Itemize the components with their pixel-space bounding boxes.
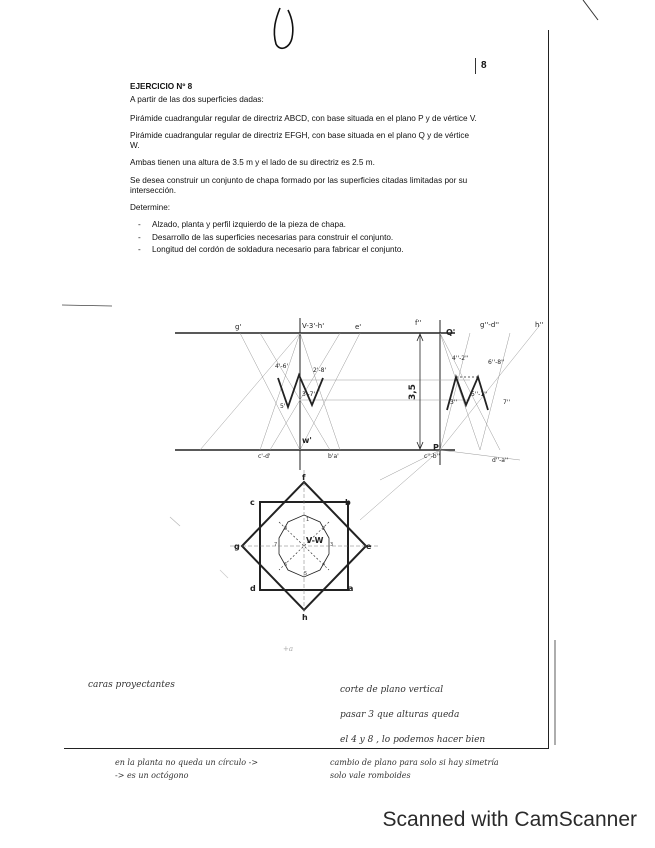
hand-note-right-1: corte de plano vertical <box>340 685 444 695</box>
plan-point-7: 7 <box>274 542 278 548</box>
hand-note-left: caras proyectantes <box>88 680 175 690</box>
hand-extra-mark: +a <box>283 645 294 653</box>
plan-point-5: 5 <box>304 571 308 577</box>
paragraph-pyramid-w: Pirámide cuadrangular regular de directriz EFGH, con base situada en el plano Q y de vértice W. <box>130 130 470 150</box>
paragraph-pyramid-v: Pirámide cuadrangular regular de directriz ABCD, con base situada en el plano P y de vértice V. <box>130 113 477 123</box>
label-left-b: 2'-8' <box>313 367 327 374</box>
paragraph-intro: A partir de las dos superficies dadas: <box>130 95 264 105</box>
plan-point-1: 1 <box>306 517 310 523</box>
hand-note-right-3: el 4 y 8 , lo podemos hacer bien <box>340 735 486 745</box>
plan-label-b: b <box>345 498 351 507</box>
label-e: e' <box>355 323 362 331</box>
paragraph-goal: Se desea construir un conjunto de chapa formado por las superficies citadas limitadas por su intersección. <box>130 175 468 195</box>
hand-note-bottom-left-1: en la planta no queda un círculo -> <box>115 758 259 767</box>
label-bottom-right: c''-b'' <box>424 453 440 460</box>
plan-label-vw: V-W <box>306 536 324 545</box>
exercise-title: EJERCICIO Nº 8 <box>130 82 193 91</box>
faint-scribble <box>220 570 228 578</box>
plan-point-4: 4 <box>322 562 326 568</box>
task-item: - Alzado, planta y perfil izquierdo de la pieza de chapa. <box>152 220 480 230</box>
label-h-profile: h'' <box>535 321 544 329</box>
task-item: - Longitud del cordón de soldadura necesario para fabricar el conjunto. <box>152 245 480 255</box>
label-right-b: 6''-8'' <box>488 359 505 366</box>
plan-label-d: d <box>250 584 256 593</box>
plan-label-g: g <box>234 542 240 551</box>
plan-label-f: f <box>302 473 306 482</box>
label-bottom-mid: b'a' <box>328 453 339 460</box>
camscanner-watermark: Scanned with CamScanner <box>382 808 637 831</box>
label-right-e: 7'' <box>503 399 511 406</box>
paragraph-determine: Determine: <box>130 203 171 212</box>
label-right-c: 3'' <box>450 399 458 406</box>
hand-note-bottom-left-2: -> es un octógono <box>115 771 189 780</box>
label-left-c: 5' <box>280 403 286 410</box>
hand-note-right-2: pasar 3 que alturas queda <box>340 710 460 720</box>
plan-label-c: c <box>250 498 255 507</box>
plan-view <box>230 470 380 620</box>
label-v: V-3'-h' <box>302 322 325 330</box>
plan-point-3: 3 <box>330 542 334 548</box>
plan-label-h: h <box>302 613 308 622</box>
label-bottom-left: c'-d' <box>258 453 271 460</box>
label-q-prime: Q' <box>446 328 456 337</box>
dimension-value: 3,5 <box>408 384 418 400</box>
plan-point-2: 2 <box>322 526 326 532</box>
plan-point-8: 8 <box>284 526 288 532</box>
hand-note-bottom-right-1: cambio de plano para solo si hay simetría <box>330 758 499 767</box>
label-f-profile: f'' <box>415 319 422 327</box>
page-number: 8 <box>481 60 487 71</box>
margin-mark <box>62 305 112 306</box>
label-left-d: 3'-7' <box>302 391 316 398</box>
pen-stroke-corner <box>583 0 598 20</box>
plan-label-e: e <box>366 542 372 551</box>
elevation-view <box>175 318 540 520</box>
label-g-profile: g''-d'' <box>480 321 500 329</box>
faint-scribble <box>170 517 180 526</box>
plan-point-6: 6 <box>284 562 288 568</box>
hand-note-bottom-right-2: solo vale romboides <box>330 771 411 780</box>
label-p-prime: P' <box>433 443 442 452</box>
pen-stroke-mark <box>274 8 292 48</box>
task-item: - Desarrollo de las superficies necesarias para construir el conjunto. <box>152 233 480 243</box>
paragraph-dimensions: Ambas tienen una altura de 3.5 m y el lado de su directriz es 2.5 m. <box>130 158 375 168</box>
label-left-a: 4'-6' <box>275 363 289 370</box>
label-g: g' <box>235 323 242 331</box>
label-right-d: 5''-1'' <box>471 391 488 398</box>
construction-lines <box>200 325 540 520</box>
label-w-prime: w' <box>302 436 312 445</box>
plan-label-a: a <box>348 584 354 593</box>
label-right-a: 4''-2'' <box>452 355 469 362</box>
label-bottom-right2: d''-a'' <box>492 457 509 464</box>
